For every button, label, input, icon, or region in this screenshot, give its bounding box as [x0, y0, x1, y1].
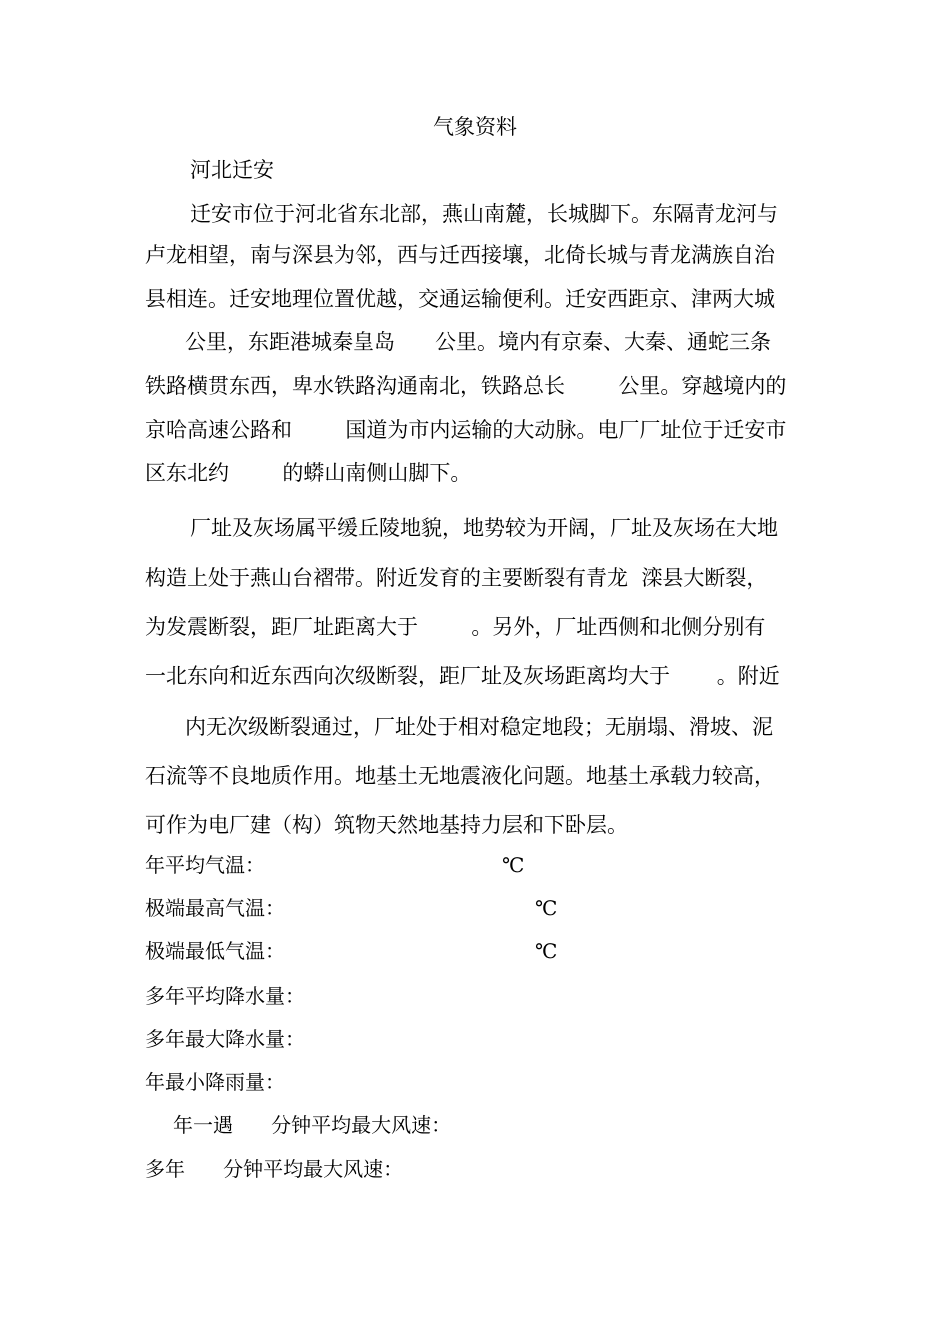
paragraph2-line: 为发震断裂，距厂址距离大于 。另外，厂址西侧和北侧分别有 — [145, 615, 766, 639]
min-rain-label: 年最小降雨量： — [145, 1070, 285, 1094]
min-temp-unit: ℃ — [535, 939, 558, 963]
max-temp-unit: ℃ — [535, 896, 558, 920]
document-title: 气象资料 — [433, 115, 517, 139]
paragraph1-line: 京哈高速公路和 国道为市内运输的大动脉。电厂厂址位于迁安市 — [145, 418, 787, 442]
location-heading: 河北迁安 — [190, 158, 274, 182]
max-temp-label: 极端最高气温： — [145, 896, 285, 920]
paragraph2-line: 石流等不良地质作用。地基土无地震液化问题。地基土承载力较高， — [145, 764, 775, 788]
max-precip-label: 多年最大降水量： — [145, 1027, 305, 1051]
paragraph1-line: 迁安市位于河北省东北部，燕山南麓，长城脚下。东隔青龙河与 — [190, 202, 778, 226]
paragraph1-line: 卢龙相望，南与深县为邻，西与迁西接壤，北倚长城与青龙满族自治 — [145, 243, 775, 267]
paragraph1-line: 区东北约 的蟒山南侧山脚下。 — [145, 461, 472, 485]
paragraph2-line: 内无次级断裂通过，厂址处于相对稳定地段；无崩塌、滑坡、泥 — [185, 715, 773, 739]
paragraph1-line: 公里，东距港城秦皇岛 公里。境内有京秦、大秦、通蛇三条 — [185, 330, 772, 354]
wind-return-period-label: 年一遇 分钟平均最大风速： — [173, 1113, 452, 1137]
paragraph2-line: 一北东向和近东西向次级断裂，距厂址及灰场距离均大于 。附近 — [145, 664, 780, 688]
avg-temp-unit: ℃ — [502, 853, 525, 877]
paragraph2-line: 构造上处于燕山台褶带。附近发育的主要断裂有青龙 滦县大断裂， — [145, 566, 768, 590]
min-temp-label: 极端最低气温： — [145, 939, 285, 963]
paragraph2-line: 厂址及灰场属平缓丘陵地貌，地势较为开阔，厂址及灰场在大地 — [190, 516, 778, 540]
avg-precip-label: 多年平均降水量： — [145, 984, 305, 1008]
paragraph1-line: 铁路横贯东西，卑水铁路沟通南北，铁路总长 公里。穿越境内的 — [145, 374, 787, 398]
paragraph2-line: 可作为电厂建（构）筑物天然地基持力层和下卧层。 — [145, 813, 628, 837]
avg-temp-label: 年平均气温： — [145, 853, 265, 877]
paragraph1-line: 县相连。迁安地理位置优越，交通运输便利。迁安西距京、津两大城 — [145, 287, 775, 311]
wind-multi-year-label: 多年 分钟平均最大风速： — [145, 1157, 404, 1181]
